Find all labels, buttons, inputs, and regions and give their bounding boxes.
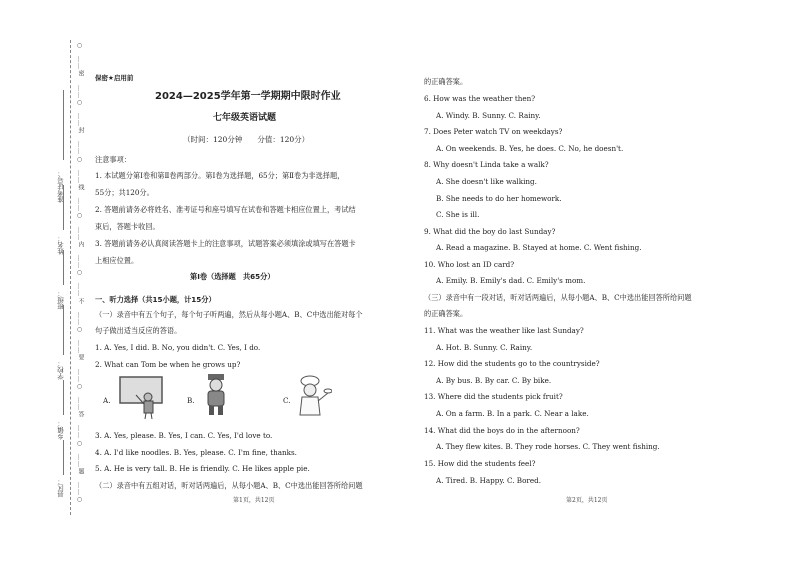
instruction: （三）录音中有一段对话，听对话两遍后，从每小题A、B、C中选出能回答所给问题 xyxy=(424,293,692,302)
question-2: 2. What can Tom be when he grows up? xyxy=(95,360,241,369)
part1-heading: 第Ⅰ卷（选择题 共65分） xyxy=(190,272,275,281)
note-line: 1. 本试题分第Ⅰ卷和第Ⅱ卷两部分。第Ⅰ卷为选择题，65分；第Ⅱ卷为非选择题， xyxy=(95,171,345,180)
question-13: 13. Where did the students pick fruit? xyxy=(424,392,563,401)
note-line: 上相应位置。 xyxy=(95,256,139,265)
instruction: 句子做出适当反应的答语。 xyxy=(95,326,182,335)
exam-id-label: 准考证号： xyxy=(57,170,65,203)
q12-options: A. By bus. B. By car. C. By bike. xyxy=(436,376,552,385)
question-9: 9. What did the boy do last Sunday? xyxy=(424,227,556,236)
seal-mark: …… xyxy=(76,482,83,497)
town-line xyxy=(63,380,64,415)
seal-mark: 题 xyxy=(77,468,84,475)
seal-mark: ○ xyxy=(76,155,83,164)
seal-mark: ○ xyxy=(76,269,83,278)
note-line: 束后，答题卡收回。 xyxy=(95,222,160,231)
county-line xyxy=(63,440,64,475)
town-label: 乡镇： xyxy=(57,420,65,440)
q2-option-b: B. xyxy=(187,396,195,405)
seal-mark: 不 xyxy=(77,297,84,305)
q11-options: A. Hot. B. Sunny. C. Rainy. xyxy=(436,343,533,352)
seal-mark: ○ xyxy=(76,439,83,448)
seal-mark: ○ xyxy=(76,326,83,334)
seal-mark: 答 xyxy=(77,411,84,419)
class-label: 班级： xyxy=(57,290,65,310)
seal-mark: ○ xyxy=(76,496,83,505)
question-3: 3. A. Yes, please. B. Yes, I can. C. Yes, I'd love to. xyxy=(95,431,273,440)
seal-mark: ○ xyxy=(76,98,83,107)
seal-mark: …… xyxy=(76,283,83,298)
q8-option-b: B. She needs to do her homework. xyxy=(436,194,562,203)
note-line: 2. 答题前请务必将姓名、准考证号和座号填写在试卷和答题卡相应位置上，考试结 xyxy=(95,205,356,214)
seal-mark: …… xyxy=(76,453,83,468)
page-number: 第1页，共12页 xyxy=(233,497,275,504)
question-14: 14. What did the boys do in the afternoon? xyxy=(424,426,580,435)
question-6: 6. How was the weather then? xyxy=(424,94,536,103)
seal-mark: …… xyxy=(76,226,83,241)
question-12: 12. How did the students go to the countryside? xyxy=(424,359,600,368)
seal-mark: …… xyxy=(76,340,83,355)
q10-options: A. Emily. B. Emily's dad. C. Emily's mom. xyxy=(436,276,586,285)
instruction: （一）录音中有五个句子，每个句子听两遍，然后从每小题A、B、C中选出能对每个 xyxy=(95,310,363,319)
school-line xyxy=(63,305,64,355)
seal-mark: …… xyxy=(76,56,83,71)
continuation: 的正确答案。 xyxy=(424,77,468,86)
seal-mark: …… xyxy=(76,425,83,440)
q2-option-c: C. xyxy=(283,396,291,405)
continuation: 的正确答案。 xyxy=(424,309,468,318)
police-officer-image xyxy=(200,372,232,417)
school-label: 学校： xyxy=(57,360,65,380)
name-line xyxy=(63,185,64,230)
county-label: 县区： xyxy=(57,478,65,498)
name-label: 姓名： xyxy=(57,235,65,255)
section1-heading: 一、听力选择（共15小题，计15分） xyxy=(95,295,216,304)
q14-options: A. They flew kites. B. They rode horses. C. They went fishing. xyxy=(436,442,660,451)
question-1: 1. A. Yes, I did. B. No, you didn't. C. Yes, I do. xyxy=(95,343,261,352)
seal-mark: …… xyxy=(76,113,83,127)
exam-time: （时间：120分钟 分值：120分） xyxy=(183,135,310,144)
left-page xyxy=(95,0,415,562)
seal-mark: ○ xyxy=(76,382,83,391)
q8-option-a: A. She doesn't like walking. xyxy=(436,177,537,186)
chef-image xyxy=(290,375,332,420)
note-line: 55分；共120分。 xyxy=(95,188,154,197)
exam-id-line xyxy=(63,90,64,160)
seal-mark: …… xyxy=(76,397,83,411)
instruction: （二）录音中有五组对话，听对话两遍后，从每小题A、B、C中选出能回答所给问题 xyxy=(95,481,363,490)
exam-title: 2024—2025学年第一学期期中限时作业 xyxy=(155,91,341,102)
question-5: 5. A. He is very tall. B. He is friendly. C. He likes apple pie. xyxy=(95,464,310,473)
teacher-at-blackboard-image xyxy=(118,375,166,420)
q7-options: A. On weekends. B. Yes, he does. C. No, he doesn't. xyxy=(436,144,624,153)
question-7: 7. Does Peter watch TV on weekdays? xyxy=(424,127,563,136)
seal-mark: …… xyxy=(76,255,83,269)
q9-options: A. Read a magazine. B. Stayed at home. C. Went fishing. xyxy=(436,243,642,252)
seal-mark: 密 xyxy=(77,70,84,78)
q6-options: A. Windy. B. Sunny. C. Rainy. xyxy=(436,111,541,120)
question-10: 10. Who lost an ID card? xyxy=(424,260,515,269)
seal-mark: …… xyxy=(76,198,83,213)
secret-mark: 保密★启用前 xyxy=(95,74,134,82)
seal-mark: …… xyxy=(76,84,83,99)
exam-subtitle: 七年级英语试题 xyxy=(213,113,277,123)
page-number: 第2页，共12页 xyxy=(566,497,608,504)
seal-mark: 要 xyxy=(77,354,84,362)
seal-mark: …… xyxy=(76,169,83,184)
seal-mark: 线 xyxy=(77,184,84,191)
cut-line xyxy=(70,40,71,515)
note-line: 3. 答题前请务必认真阅读答题卡上的注意事项，试题答案必须填涂或填写在答题卡 xyxy=(95,239,356,248)
seal-mark: 封 xyxy=(77,127,84,135)
q15-options: A. Tired. B. Happy. C. Bored. xyxy=(436,476,541,485)
question-4: 4. A. I'd like noodles. B. Yes, please. C. I'm fine, thanks. xyxy=(95,448,297,457)
q2-option-a: A. xyxy=(103,396,111,405)
right-page xyxy=(424,0,774,562)
notes-heading: 注意事项： xyxy=(95,155,131,164)
q13-options: A. On a farm. B. In a park. C. Near a lake. xyxy=(436,409,589,418)
question-11: 11. What was the weather like last Sunday? xyxy=(424,326,584,335)
question-15: 15. How did the students feel? xyxy=(424,459,536,468)
class-line xyxy=(63,250,64,285)
seal-mark: …… xyxy=(76,311,83,326)
seal-mark: ○ xyxy=(76,212,83,221)
q8-option-c: C. She is ill. xyxy=(436,210,480,219)
seal-mark: ○ xyxy=(76,42,83,50)
seal-mark: …… xyxy=(76,141,83,156)
seal-mark: …… xyxy=(76,368,83,383)
question-8: 8. Why doesn't Linda take a walk? xyxy=(424,160,549,169)
seal-mark: 内 xyxy=(77,240,84,248)
